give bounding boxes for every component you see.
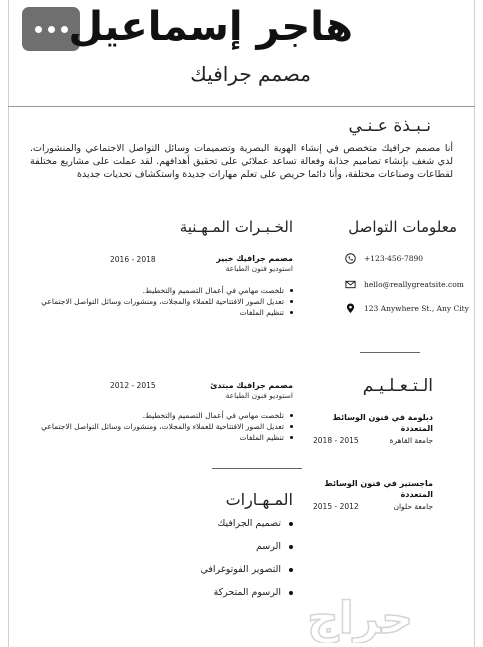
list-item: التصوير الفوتوغرافي [200,564,293,587]
location-pin-icon [345,303,356,314]
job-title: مصمم جرافيك مبتدئ [210,381,293,390]
page-border-left [8,0,9,647]
job-1 [216,254,293,273]
list-item: تعديل الصور الافتتاحية للعملاء والمجلات، ومنشورات وسائل التواصل الاجتماعي [41,296,293,307]
watermark-text: حراج [307,593,413,643]
job-2 [210,381,293,400]
degree: دبلومة في فنون الوسائط المتعددة [332,413,433,433]
phone-text: +123-456-7890 [364,254,424,263]
job-2-bullets [41,410,293,443]
list-item: تنظيم الملفات [41,432,293,443]
cv-role: مصمم جرافيك [190,62,311,86]
list-item: تلخصت مهامي في أعمال التصميم والتخطيط. [41,410,293,421]
list-item: تنظيم الملفات [41,307,293,318]
contact-title: معلومات التواصل [348,218,457,236]
job-company: استوديو فنون الطباعة [225,264,293,273]
about-title: نـبـذة عـنـي [348,116,431,136]
school: جامعة حلوان [393,502,433,511]
section-divider [212,468,302,469]
degree: ماجستير في فنون الوسائط المتعددة [324,479,433,499]
mail-icon [345,279,356,290]
job-title: مصمم جرافيك خبير [216,254,293,263]
cv-name: هاجر إسماعيل [68,4,353,50]
contact-email [345,279,464,290]
more-dot-icon [35,26,42,33]
job-dates: 2016 - 2018 [110,255,156,264]
list-item: الرسم [200,541,293,564]
more-dot-icon [61,26,68,33]
education-title: الـتـعـلـيـم [362,376,433,396]
list-item: تصميم الجرافيك [200,518,293,541]
experience-title: الخـبـرات المـهـنية [179,218,293,236]
list-item: تعديل الصور الافتتاحية للعملاء والمجلات، ومنشورات وسائل التواصل الاجتماعي [41,421,293,432]
education-item-2 [313,478,433,511]
page-border-right [474,0,475,647]
job-company: استوديو فنون الطباعة [225,391,293,400]
section-divider [360,352,420,353]
edu-dates: 2012 - 2015 [313,502,359,511]
address-text: 123 Anywhere St., Any City [364,304,469,313]
list-item: تلخصت مهامي في أعمال التصميم والتخطيط. [41,285,293,296]
skills-title: المـهـارات [225,490,293,509]
haraj-watermark-logo [240,593,480,643]
contact-phone [345,253,423,264]
job-1-bullets [41,285,293,318]
phone-icon [345,253,356,264]
contact-address [345,303,469,314]
header-divider [8,106,475,107]
job-dates: 2012 - 2015 [110,381,156,390]
about-text: أنا مصمم جرافيك متخصص في إنشاء الهوية البصرية وتصميمات وسائل التواصل الاجتماعي والمنشورات. لدي شغف بإنشاء تصاميم جذابة وفعالة تساعد عملائي على تحقيق أهدافهم. لقد عملت على مشاريع مختلفة لقطاعات وصناعات مختلفة، وأنا دائما حريص على تعلم مهارات جديدة واستكشاف تحديات جديدة [30,143,453,180]
list-item: الرسوم المتحركة [200,587,293,610]
school: جامعة القاهرة [389,436,433,445]
email-text: hello@reallygreatsite.com [364,280,464,289]
edu-dates: 2015 - 2018 [313,436,359,445]
more-dot-icon [48,26,55,33]
education-item-1 [313,412,433,445]
